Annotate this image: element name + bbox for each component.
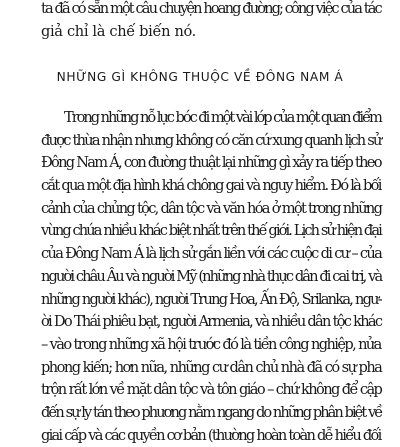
text-line: trộn rất lớn về mặt dân tộc và tôn giáo – chứ không để cập	[41, 381, 382, 399]
text-line: giai cấp và các quyền cơ bản (thường hoàn toàn dễ hiểu đối	[41, 426, 381, 444]
text-line: Trong những nỗ lực bóc đi một vài lớp của một quan điểm	[64, 109, 381, 126]
text-line: ời Do Thái phiêu bạt, người Armenia, và nhiều dân tộc khác	[41, 313, 382, 331]
body-paragraph	[41, 107, 381, 447]
text-line: người châu Âu và người Mỹ (những nhà thực dân đi cai trị, và	[41, 267, 382, 285]
section-heading: NHỮNG GÌ KHÔNG THUỘC VỀ ĐÔNG NAM Á	[56, 70, 344, 84]
text-line: đến sự ly tán theo phương nằm ngang do những phân biệt về	[41, 403, 382, 421]
text-line: cắt qua một địa hình khá chông gai và nguy hiểm. Đó là bối	[41, 177, 381, 195]
text-line: những người khác), người Trung Hoa, Ấn Độ, Srilanka, ngư-	[41, 290, 381, 308]
text-line: vùng chứa nhiều khác biệt nhất trên thế giới. Lịch sử hiện đại	[41, 222, 381, 240]
intro-paragraph	[41, 0, 381, 43]
text-line: phong kiến; hơn nữa, những cư dân chủ nhà đã có sự pha	[41, 358, 382, 376]
text-line: – vào trong những xã hội trước đó là tiền công nghiệp, nửa	[41, 335, 381, 353]
text-line: được thừa nhận nhưng không có căn cứ xung quanh lịch sử	[41, 131, 381, 149]
text-line: cảnh của chủng tộc, dân tộc và văn hóa ở một trong những	[41, 199, 382, 217]
text-line: Đông Nam Á, con đường thuật lại những gì xảy ra tiếp theo	[41, 154, 381, 172]
text-line: của Đông Nam Á là lịch sử gắn liền với các cuộc di cư – của	[41, 245, 382, 263]
text-line: ta đã có sẵn một câu chuyện hoang đường; công việc của tác	[41, 0, 381, 17]
text-line: giả chỉ là chế biến nó.	[41, 22, 196, 40]
